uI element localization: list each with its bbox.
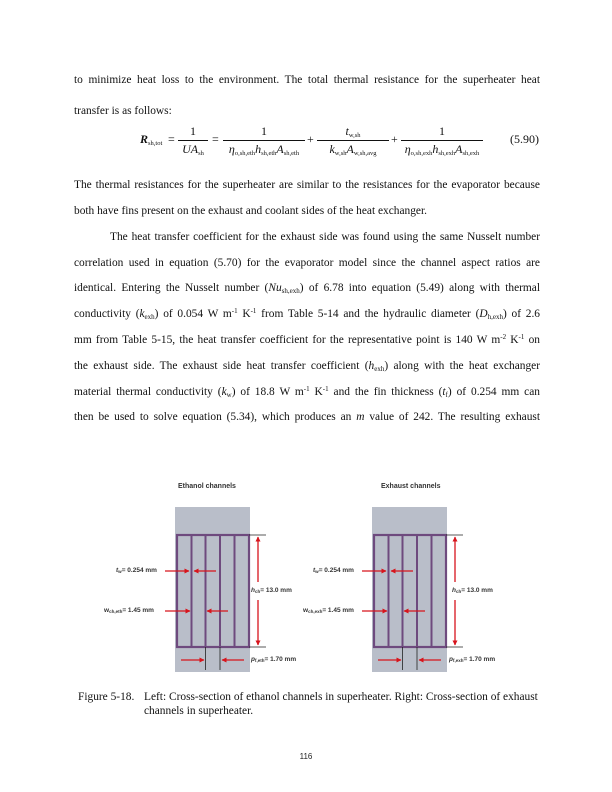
fraction-wall: tw,sh kw,shAw,sh,avg — [317, 124, 389, 157]
equation-lhs: Rsh,tot — [140, 132, 163, 147]
body-text-line: both have fins present on the exhaust and coolant sides of the heat exchanger. — [74, 205, 427, 217]
body-text-line: material thermal conductivity $(k_w)$ of 18.8 W $m^{-1}$ $K^{-1}$ and the fin thickness $(t_f)$ of 0.254 mm can — [74, 385, 540, 399]
body-text-line: conductivity $(k_{exh})$ of 0.054 W $m^{-1}$ $K^{-1}$ from Table 5-14 and the hydraulic diameter $(D_{h,exh})$ of 2.6 — [74, 307, 540, 321]
equals-sign: = — [168, 132, 175, 146]
plus-sign: + — [391, 132, 398, 146]
plus-sign: + — [307, 132, 314, 146]
body-text-line: the exhaust side. The exhaust side heat transfer coefficient $(h_{exh})$ along with the heat exchanger — [74, 360, 541, 373]
body-text-line: to minimize heat loss to the environment. The total thermal resistance for the superheater heat — [74, 74, 540, 86]
figure-caption-text: Left: Cross-section of ethanol channels in superheater. Right: Cross-section of exhaust channels in superheater. — [144, 691, 538, 717]
equation-number: (5.90) — [510, 132, 539, 146]
body-text-line: The thermal resistances for the superheater are similar to the resistances for the evaporator because — [74, 179, 540, 191]
figure-number: Figure 5-18. — [78, 691, 135, 703]
right-wall-thickness-label: $t_w= 0.254$ mm — [313, 567, 354, 574]
left-fin-pitch-label: $p_{f,eth}= 1.70$ mm — [251, 656, 297, 663]
right-channel-width-label: $w_{ch,exh}= 1.45$ mm — [303, 607, 354, 614]
left-wall-thickness-label: $t_w= 0.254$ mm — [116, 567, 157, 574]
fraction-ua: 1 UAsh — [178, 124, 208, 157]
left-channel-width-label: $w_{ch,eth}= 1.45$ mm — [104, 607, 154, 614]
exhaust-channel-diagram — [362, 507, 463, 672]
body-text-line: The heat transfer coefficient for the exhaust side was found using the same Nusselt number — [110, 231, 540, 243]
body-text-line: transfer is as follows: — [74, 105, 172, 117]
body-text-line: identical. Entering the Nusselt number $(Nu_{sh,exh})$ of 6.78 into equation (5.49) along with thermal — [74, 282, 540, 295]
body-text-line: correlation used in equation (5.70) for the evaporator model since the channel aspect ratios are — [74, 257, 540, 269]
figure-right-title: Exhaust channels — [381, 483, 441, 490]
left-channel-height-label: $h_{ch}= 13.0$ mm — [251, 587, 292, 594]
figure-left-title: Ethanol channels — [178, 483, 236, 490]
body-text-line: then be used to solve equation (5.34), which produces an m value of 242. The resulting exhaust — [74, 411, 540, 423]
equals-sign: = — [212, 132, 219, 146]
page-number: 116 — [299, 752, 313, 761]
fraction-exhaust-side: 1 ηo,sh,exhhsh,exhAsh,exh — [401, 124, 483, 157]
body-text-line: mm from Table 5-15, the heat transfer coefficient for the representative point is 140 W $m^{-2}$ $K^{-1}$ on — [74, 333, 540, 346]
right-channel-height-label: $h_{ch}= 13.0$ mm — [452, 587, 493, 594]
right-fin-pitch-label: $p_{f,exh}= 1.70$ mm — [449, 656, 496, 663]
fraction-ethanol-side: 1 ηo,sh,ethhsh,ethAsh,eth — [223, 124, 305, 157]
